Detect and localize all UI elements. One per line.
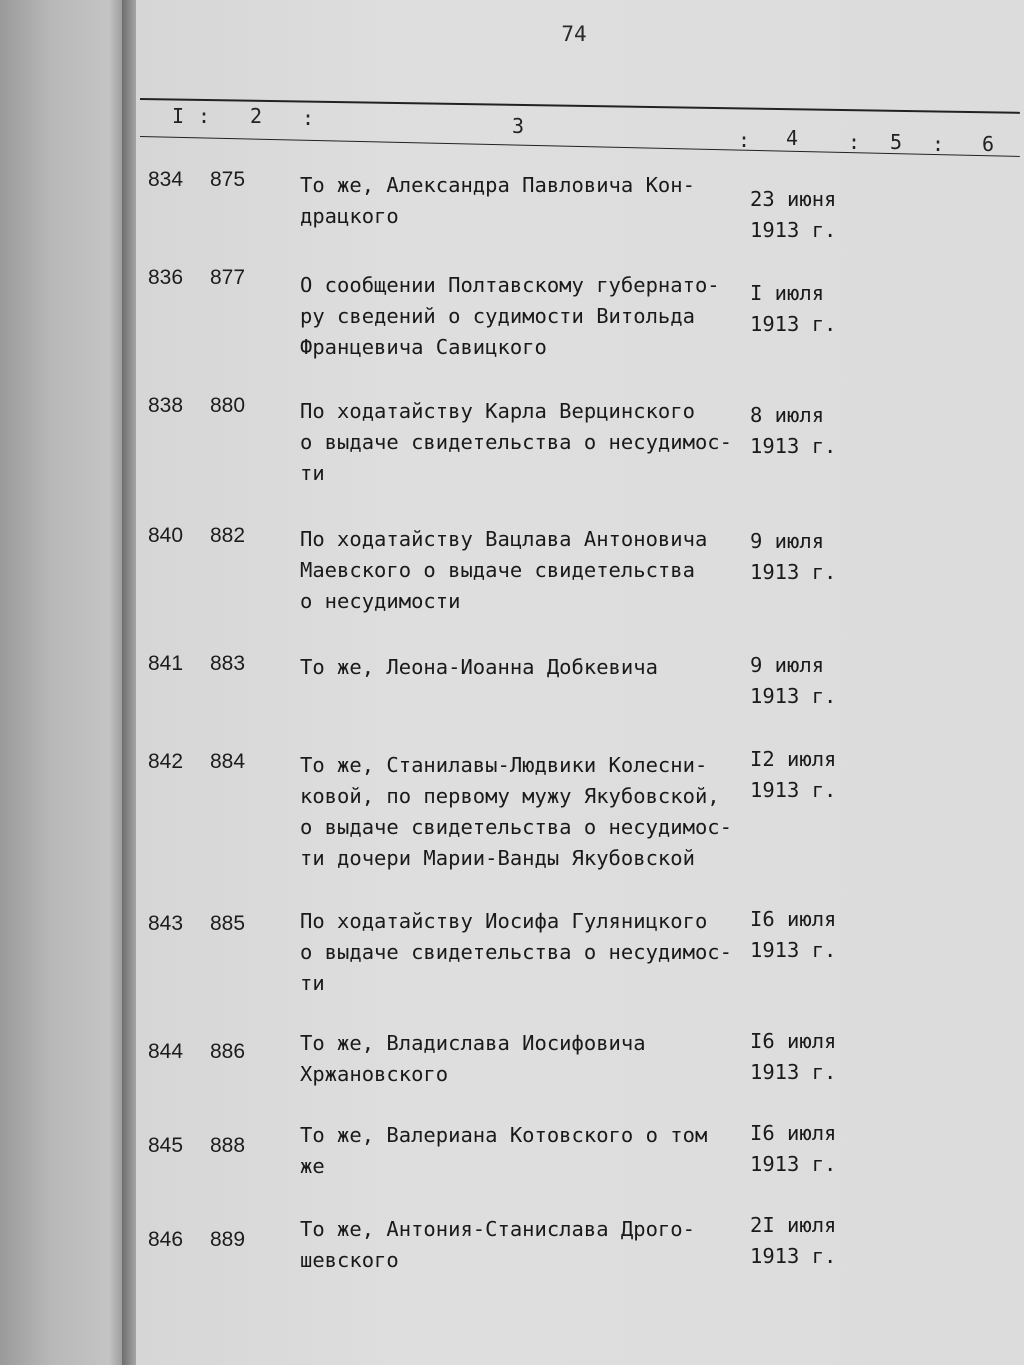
item-description: О сообщении Полтавскому губернато- ру сведений о судимости Витольда Францевича Савицкого	[300, 273, 720, 359]
item-number: 846	[148, 1228, 184, 1251]
item-description: По ходатайству Вацлава Антоновича Маевского о выдаче свидетельства о несудимости	[300, 527, 708, 613]
item-number: 845	[148, 1134, 184, 1157]
item-number: 844	[148, 1040, 184, 1063]
file-number: 886	[210, 1040, 246, 1063]
col-header-3: 3	[512, 114, 525, 138]
book-binding	[122, 0, 136, 1365]
file-number: 880	[210, 394, 246, 417]
item-number: 836	[148, 266, 184, 289]
file-number: 884	[210, 750, 246, 773]
file-number: 889	[210, 1228, 246, 1251]
item-number: 840	[148, 524, 184, 547]
item-date: 23 июня 1913 г.	[750, 187, 837, 242]
col-separator: :	[738, 128, 751, 152]
item-number: 841	[148, 652, 184, 675]
col-header-2: 2	[250, 104, 263, 128]
item-date: I6 июля 1913 г.	[750, 1029, 837, 1084]
col-header-4: 4	[786, 126, 799, 150]
item-date: I6 июля 1913 г.	[750, 907, 837, 962]
item-number: 834	[148, 168, 184, 191]
page-number: 74	[561, 22, 587, 46]
document-page	[136, 0, 1024, 1365]
item-description: То же, Александра Павловича Кон- драцкого	[300, 173, 695, 228]
item-date: I июля 1913 г.	[750, 281, 837, 336]
file-number: 885	[210, 912, 246, 935]
item-date: 9 июля 1913 г.	[750, 529, 837, 584]
col-separator: :	[932, 132, 945, 156]
item-number: 843	[148, 912, 184, 935]
facing-page-edge	[0, 0, 128, 1365]
item-date: 9 июля 1913 г.	[750, 653, 837, 708]
file-number: 875	[210, 168, 246, 191]
header-top-rule	[140, 98, 1020, 114]
item-date: I6 июля 1913 г.	[750, 1121, 837, 1176]
item-description: По ходатайству Иосифа Гуляницкого о выдаче свидетельства о несудимос- ти	[300, 909, 732, 995]
item-date: 2I июля 1913 г.	[750, 1213, 837, 1268]
col-header-5: 5	[890, 130, 903, 154]
col-header-6: 6	[982, 132, 995, 156]
header-bottom-rule	[140, 136, 1020, 157]
file-number: 882	[210, 524, 246, 547]
col-separator: :	[302, 106, 315, 130]
item-number: 838	[148, 394, 184, 417]
item-description: То же, Леона-Иоанна Добкевича	[300, 655, 658, 679]
item-date: 8 июля 1913 г.	[750, 403, 837, 458]
col-separator: :	[198, 104, 211, 128]
item-description: То же, Владислава Иосифовича Хржановского	[300, 1031, 646, 1086]
col-separator: :	[848, 130, 861, 154]
file-number: 888	[210, 1134, 246, 1157]
file-number: 877	[210, 266, 246, 289]
item-description: То же, Антония-Станислава Дрого- шевского	[300, 1217, 695, 1272]
item-description: По ходатайству Карла Верцинского о выдаче свидетельства о несудимос- ти	[300, 399, 732, 485]
col-header-1: I	[172, 104, 185, 128]
item-number: 842	[148, 750, 184, 773]
file-number: 883	[210, 652, 246, 675]
item-description: То же, Валериана Котовского о том же	[300, 1123, 708, 1178]
item-date: I2 июля 1913 г.	[750, 747, 837, 802]
item-description: То же, Станилавы-Людвики Колесни- ковой, по первому мужу Якубовской, о выдаче свидетельства о несудимос- ти дочери Марии-Ванды Якубовской	[300, 753, 732, 870]
